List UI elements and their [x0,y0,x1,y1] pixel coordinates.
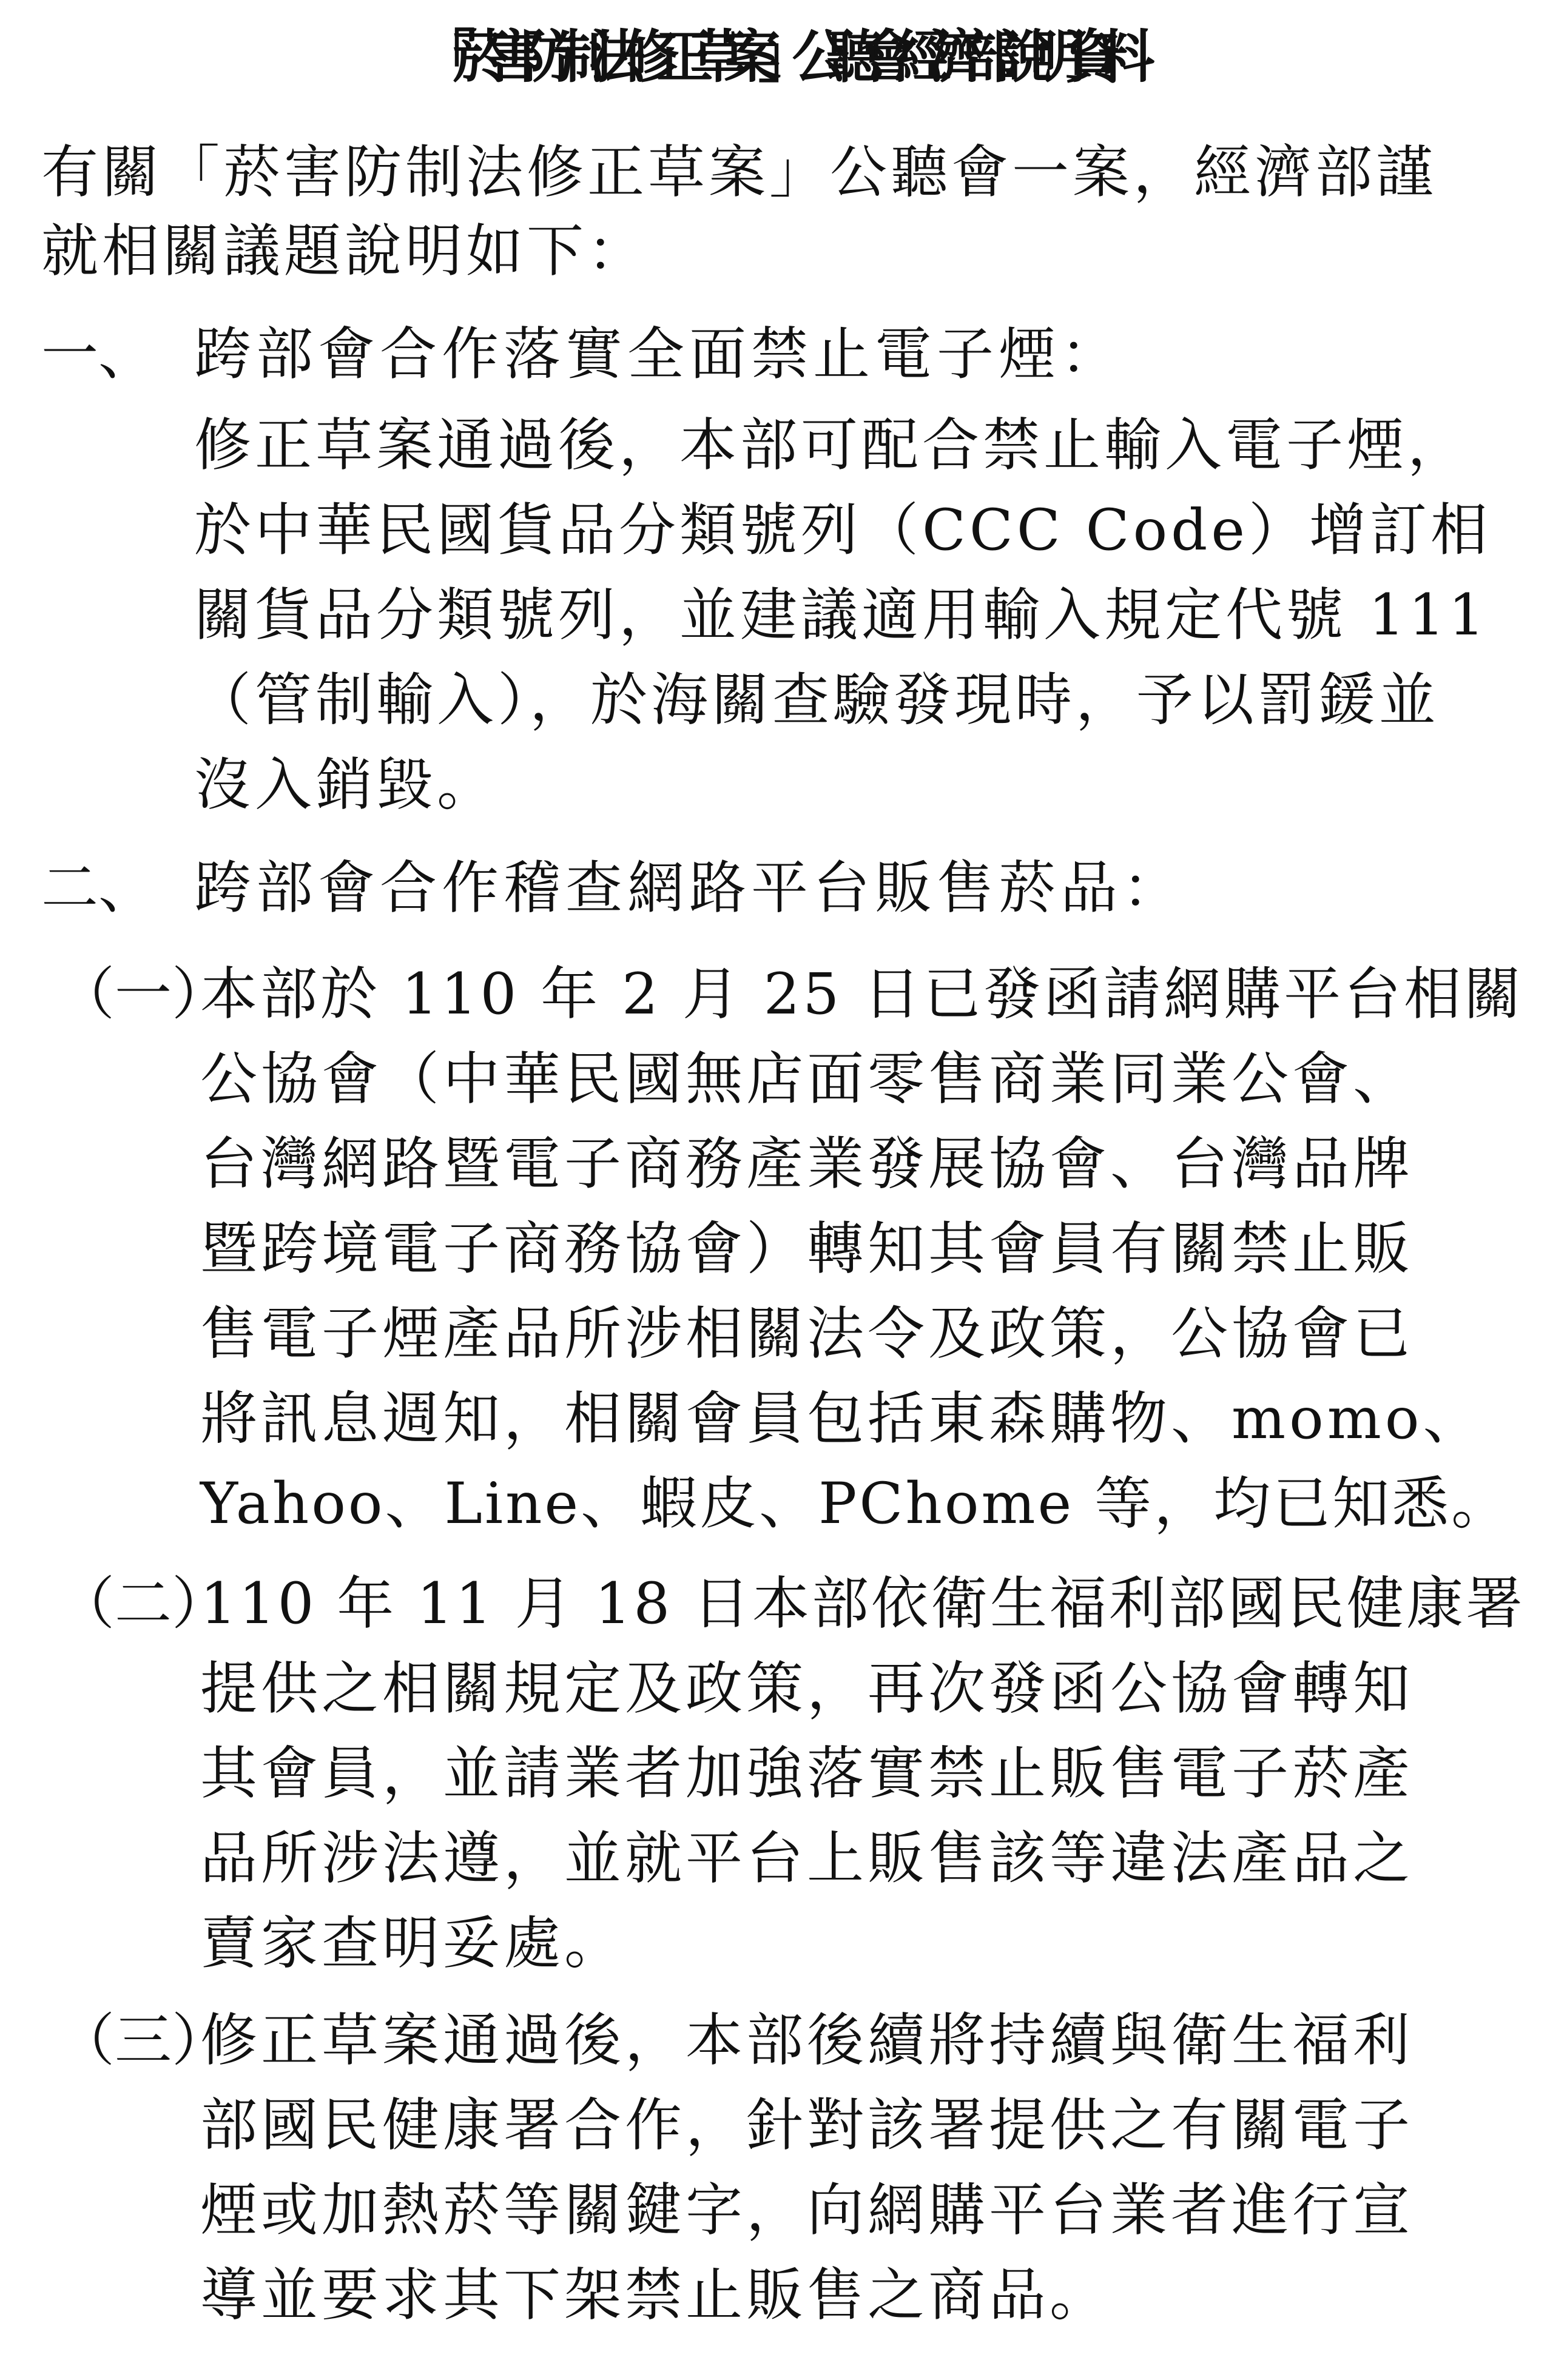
intro-line: 就相關議題說明如下： [41,218,649,284]
section-body-line: 關貨品分類號列，並建議適用輸入規定代號 111 [194,582,1489,648]
item-marker: （三） [58,2008,229,2074]
item-line: 賣家查明妥處。 [200,1911,625,1977]
section-heading: 跨部會合作落實全面禁止電子煙： [194,321,1123,388]
item-line: 品所涉法遵，並就平台上販售該等違法產品之 [200,1826,1414,1892]
item-marker: （一） [58,961,229,1027]
section-body-line: （管制輸入），於海關查驗發現時，予以罰鍰並 [194,667,1440,733]
item-line: 售電子煙產品所涉相關法令及政策，公協會已 [200,1301,1414,1367]
item-line: 導並要求其下架禁止販售之商品。 [200,2262,1111,2328]
section-body-line: 於中華民國貨品分類號列（CCC Code）增訂相 [194,497,1491,563]
item-line: 公協會（中華民國無店面零售商業同業公會、 [200,1046,1414,1112]
item-line: 煙或加熱菸等關鍵字，向網購平台業者進行宣 [200,2177,1414,2244]
item-line: 將訊息週知，相關會員包括東森購物、momo、 [200,1386,1484,1452]
item-line: 部國民健康署合作，針對該署提供之有關電子 [200,2093,1414,2159]
item-line: 修正草案通過後，本部後續將持續與衛生福利 [200,2008,1414,2074]
section-body-line: 修正草案通過後，本部可配合禁止輸入電子煙， [194,412,1469,479]
section-marker: 一、 [41,321,156,388]
item-line: Yahoo、Line、蝦皮、PChome 等，均已知悉。 [200,1471,1511,1537]
document-title: 「菸害防制法修正草案」公聽會經濟部說明資料 [418,24,1132,90]
item-line: 其會員，並請業者加強落實禁止販售電子菸產 [200,1741,1414,1807]
item-line: 提供之相關規定及政策，再次發函公協會轉知 [200,1656,1414,1722]
section-body-line: 沒入銷毀。 [194,752,498,818]
item-line: 暨跨境電子商務協會）轉知其會員有關禁止販 [200,1216,1414,1282]
item-line: 本部於 110 年 2 月 25 日已發函請網購平台相關 [200,961,1525,1027]
item-marker: （二） [58,1571,229,1637]
section-marker: 二、 [41,855,156,921]
intro-line: 有關「菸害防制法修正草案」公聽會一案，經濟部謹 [41,140,1437,206]
item-line: 110 年 11 月 18 日本部依衛生福利部國民健康署 [200,1571,1526,1637]
section-heading: 跨部會合作稽查網路平台販售菸品： [194,855,1185,921]
item-line: 台灣網路暨電子商務產業發展協會、台灣品牌 [200,1131,1414,1197]
